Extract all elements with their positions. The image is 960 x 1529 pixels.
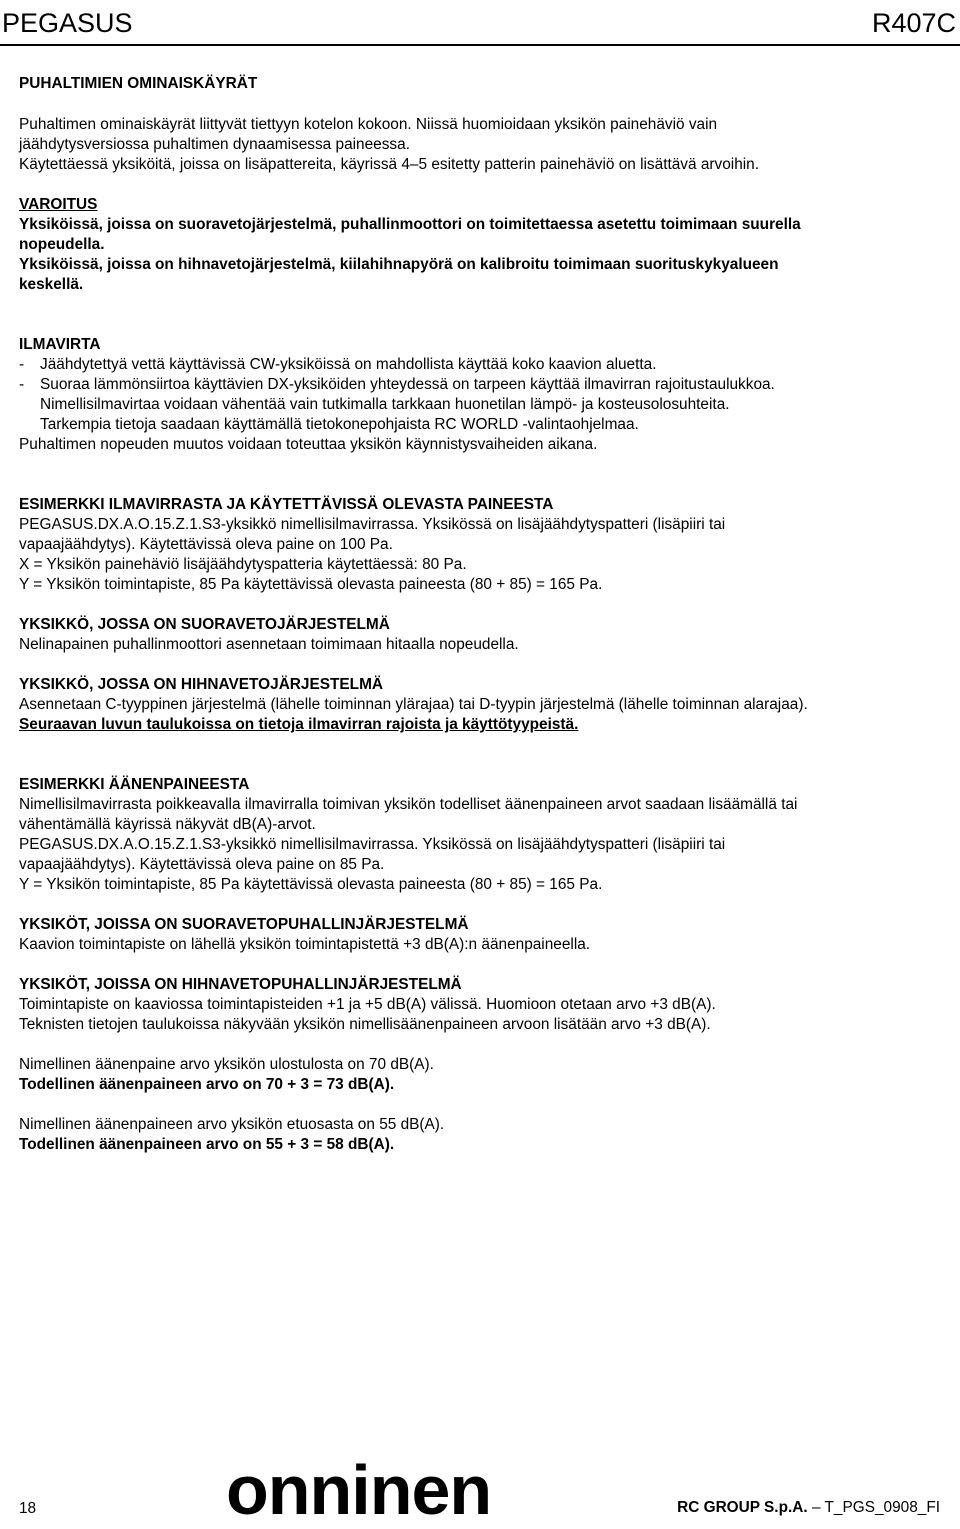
page-header <box>0 0 960 46</box>
section-title-direct-fan: YKSIKÖT, JOISSA ON SUORAVETOPUHALLINJÄRJESTELMÄ <box>19 916 469 933</box>
warning-text: nopeudella. <box>19 236 105 253</box>
airflow-list-continuation: Nimellisilmavirtaa voidaan vähentää vain tutkimalla tarkkaan huonetilan lämpö- ja kosteusolosuhteita. <box>40 396 730 413</box>
front-actual-text: Todellinen äänenpaineen arvo on 55 + 3 = 58 dB(A). <box>19 1136 395 1153</box>
header-rule <box>0 44 960 46</box>
front-nominal-text: Nimellinen äänenpaineen arvo yksikön etuosasta on 55 dB(A). <box>19 1116 445 1133</box>
direct-fan-text: Kaavion toimintapiste on lähellä yksikön toimintapistettä +3 dB(A):n äänenpaineella. <box>19 936 591 953</box>
list-item-text: Suoraa lämmönsiirtoa käyttävien DX-yksiköiden yhteydessä on tarpeen käyttää ilmavirran rajoitustaulukkoa. <box>40 376 775 393</box>
fan-curves-text: Puhaltimen ominaiskäyrät liittyvät tiettyyn kotelon kokoon. Niissä huomioidaan yksikön painehäviö vain <box>19 116 718 133</box>
sound-example-text: Y = Yksikön toimintapiste, 85 Pa käytettävissä olevasta paineesta (80 + 85) = 165 Pa. <box>19 876 603 893</box>
list-item-text: Jäähdytettyä vettä käyttävissä CW-yksiköissä on mahdollista käyttää koko kaavion aluetta. <box>40 356 657 373</box>
footer-company: RC GROUP S.p.A. <box>677 1499 808 1516</box>
footer-doc-code: T_PGS_0908_FI <box>824 1499 940 1516</box>
warning-text: Yksiköissä, joissa on hihnavetojärjestelmä, kiilahihnapyörä on kalibroitu toimimaan suorituskykyalueen <box>19 256 779 273</box>
belt-drive-text: Asennetaan C-tyyppinen järjestelmä (lähelle toiminnan ylärajaa) tai D-tyypin järjestelmä (lähelle toiminnan alarajaa). <box>19 696 808 713</box>
sound-example-text: PEGASUS.DX.A.O.15.Z.1.S3-yksikkö nimellisilmavirrassa. Yksikössä on lisäjäähdytyspatteri (lisäpiiri tai <box>19 836 726 853</box>
warning-text: Yksiköissä, joissa on suoravetojärjestelmä, puhallinmoottori on toimitettaessa asetettu toimimaan suurella <box>19 216 801 233</box>
fan-curves-text: Käytettäessä yksiköitä, joissa on lisäpattereita, käyrissä 4–5 esitetty patterin painehäviö on lisättävä arvoihin. <box>19 156 760 173</box>
belt-drive-note: Seuraavan luvun taulukoissa on tietoja ilmavirran rajoista ja käyttötyypeistä. <box>19 716 579 733</box>
outlet-nominal-text: Nimellinen äänenpaine arvo yksikön ulostulosta on 70 dB(A). <box>19 1056 434 1073</box>
footer-document-info <box>677 1499 940 1517</box>
section-title-sound-example: ESIMERKKI ÄÄNENPAINEESTA <box>19 776 250 793</box>
section-title-fan-curves: PUHALTIMIEN OMINAISKÄYRÄT <box>19 75 258 92</box>
example-text: vapaajäähdytys). Käytettävissä oleva paine on 100 Pa. <box>19 536 393 553</box>
section-title-direct-drive: YKSIKKÖ, JOSSA ON SUORAVETOJÄRJESTELMÄ <box>19 616 390 633</box>
example-text: X = Yksikön painehäviö lisäjäähdytyspatteria käytettäessä: 80 Pa. <box>19 556 467 573</box>
example-text: Y = Yksikön toimintapiste, 85 Pa käytettävissä olevasta paineesta (80 + 85) = 165 Pa. <box>19 576 603 593</box>
airflow-list-continuation: Tarkempia tietoja saadaan käyttämällä tietokonepohjaista RC WORLD -valintaohjelmaa. <box>40 416 639 433</box>
belt-fan-text: Toimintapiste on kaaviossa toimintapisteiden +1 ja +5 dB(A) välissä. Huomioon otetaan arvo +3 dB(A). <box>19 996 716 1013</box>
document-body <box>19 74 939 1155</box>
page-number: 18 <box>19 1500 37 1517</box>
list-dash: - <box>19 356 25 373</box>
header-brand: PEGASUS <box>2 8 133 38</box>
example-text: PEGASUS.DX.A.O.15.Z.1.S3-yksikkö nimellisilmavirrassa. Yksikössä on lisäjäähdytyspatteri (lisäpiiri tai <box>19 516 726 533</box>
airflow-list-item <box>19 355 939 375</box>
airflow-list-item <box>19 375 939 395</box>
footer-separator: – <box>811 1499 821 1516</box>
warning-title: VAROITUS <box>19 196 98 213</box>
section-title-belt-fan: YKSIKÖT, JOISSA ON HIHNAVETOPUHALLINJÄRJESTELMÄ <box>19 976 462 993</box>
list-dash: - <box>19 376 25 393</box>
sound-example-text: vähentämällä käyrissä näkyvät dB(A)-arvot. <box>19 816 316 833</box>
sound-example-text: vapaajäähdytys). Käytettävissä oleva paine on 85 Pa. <box>19 856 385 873</box>
fan-curves-text: jäähdytysversiossa puhaltimen dynaamisessa paineessa. <box>19 136 410 153</box>
outlet-actual-text: Todellinen äänenpaineen arvo on 70 + 3 = 73 dB(A). <box>19 1076 395 1093</box>
section-title-airflow-example: ESIMERKKI ILMAVIRRASTA JA KÄYTETTÄVISSÄ OLEVASTA PAINEESTA <box>19 496 554 513</box>
belt-fan-text: Teknisten tietojen taulukoissa näkyvään yksikön nimellisäänenpaineen arvoon lisätään arvo +3 dB(A). <box>19 1016 711 1033</box>
direct-drive-text: Nelinapainen puhallinmoottori asennetaan toimimaan hitaalla nopeudella. <box>19 636 519 653</box>
warning-text: keskellä. <box>19 276 84 293</box>
sound-example-text: Nimellisilmavirrasta poikkeavalla ilmavirralla toimivan yksikön todelliset äänenpaineen arvot saadaan lisäämällä tai <box>19 796 798 813</box>
section-title-belt-drive: YKSIKKÖ, JOSSA ON HIHNAVETOJÄRJESTELMÄ <box>19 676 384 693</box>
section-title-airflow: ILMAVIRTA <box>19 336 101 353</box>
header-model: R407C <box>871 8 956 38</box>
onninen-logo: onninen <box>226 1451 492 1529</box>
airflow-closing-text: Puhaltimen nopeuden muutos voidaan toteuttaa yksikön käynnistysvaiheiden aikana. <box>19 436 598 453</box>
